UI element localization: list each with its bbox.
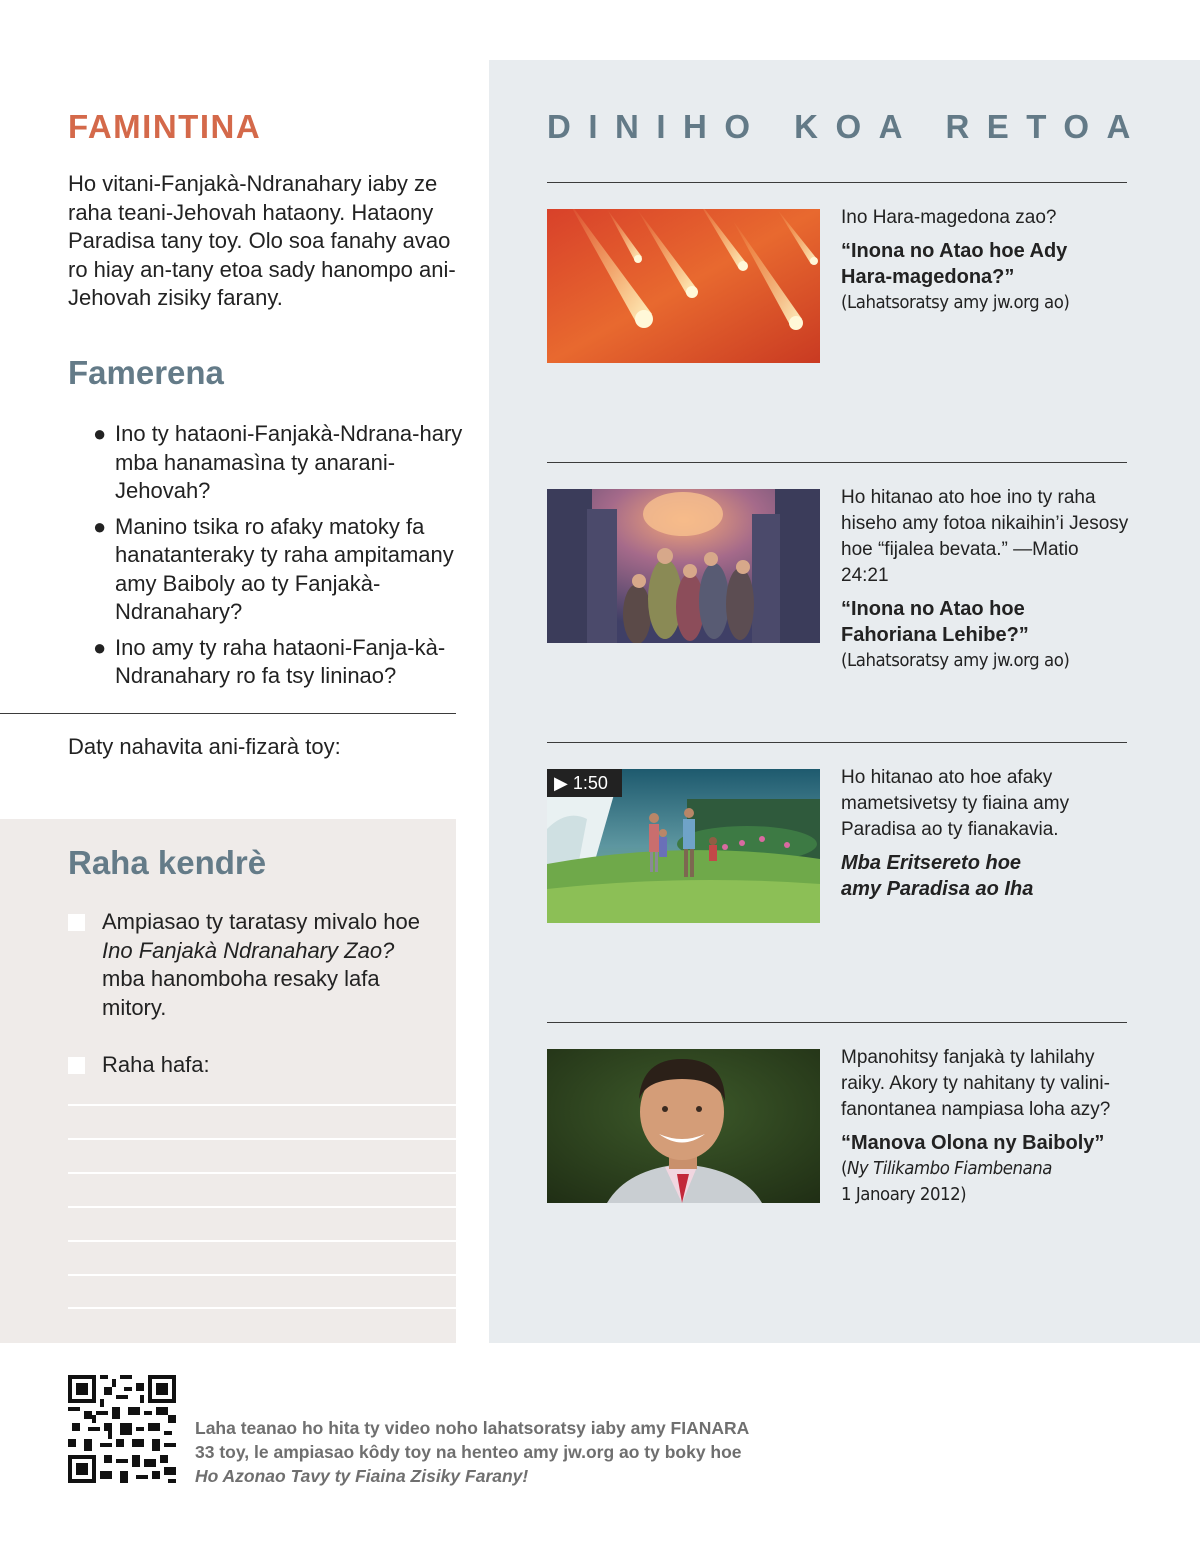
meteors-image[interactable]: [547, 209, 820, 363]
write-in-line[interactable]: [68, 1138, 456, 1140]
entry-question: Ho hitanao ato hoe ino ty raha hiseho amy fotoa nikaihin’i Jesosy hoe “fijalea bevata.” —Matio 24:21: [841, 487, 1129, 586]
paradise-family-image[interactable]: [547, 769, 820, 923]
entry-text: [841, 485, 1131, 674]
footer-note: Laha teanao ho hita ty video noho lahatsoratsy iaby amy FIANARA 33 toy, le ampiasao kôdy toy na henteo amy jw.org ao ty boky hoe Ho Azonao Tavy ty Fiaina Zisiky Farany!: [195, 1418, 749, 1486]
review-item: [93, 634, 463, 691]
review-item-text: Ino amy ty raha hataoni-Fanja-kà-Ndranahary ro fa tsy lininao?: [115, 634, 446, 688]
entry-text: [841, 765, 1131, 902]
write-in-line[interactable]: [68, 1307, 456, 1309]
checkbox[interactable]: [68, 914, 85, 931]
entry-link-title[interactable]: “Inona no Atao hoe Fahoriana Lehibe?”: [841, 598, 1029, 646]
completion-date-label: Daty nahavita ani-fizarà toy:: [68, 734, 341, 759]
entry-link-title[interactable]: “Manova Olona ny Baiboly”: [841, 1132, 1105, 1154]
review-item-text: Ino ty hataoni-Fanjakà-Ndrana-hary mba hanamasìna ty anarani-Jehovah?: [115, 421, 463, 503]
further-study-title: DINIHO KOA RETOA: [547, 108, 1148, 145]
entry-question: Ino Hara-magedona zao?: [841, 207, 1057, 228]
bullet-icon: ●: [93, 513, 107, 539]
entry-divider: [547, 742, 1127, 743]
entry-question: Ho hitanao ato hoe afaky mametsivetsy ty fiaina amy Paradisa ao ty fianakavia.: [841, 767, 1070, 840]
entry-link-title[interactable]: Mba Eritsereto hoe amy Paradisa ao Iha: [841, 852, 1034, 900]
man-portrait-image[interactable]: [547, 1049, 820, 1203]
challenge-box: [0, 819, 456, 1343]
entry-source: (Lahatsoratsy amy jw.org ao): [841, 292, 1070, 313]
review-list: [93, 420, 463, 698]
entry-divider: [547, 1022, 1127, 1023]
review-item: [93, 420, 463, 506]
write-in-line[interactable]: [68, 1206, 456, 1208]
entry-source: (Lahatsoratsy amy jw.org ao): [841, 650, 1070, 671]
review-title: Famerena: [68, 354, 224, 391]
review-item-text: Manino tsika ro afaky matoky fa hanatanteraky ty raha ampitamany amy Baiboly ao ty Fanjakà-Ndranahary?: [115, 513, 454, 624]
qr-code-icon[interactable]: [68, 1375, 176, 1483]
entry-link-title[interactable]: “Inona no Atao hoe Ady Hara-magedona?”: [841, 240, 1068, 288]
write-in-line[interactable]: [68, 1172, 456, 1174]
entry-text: [841, 205, 1131, 316]
checkbox[interactable]: [68, 1057, 85, 1074]
review-item: [93, 513, 463, 627]
write-in-line[interactable]: [68, 1104, 456, 1106]
section-divider: [0, 713, 456, 714]
challenge-title: Raha kendrè: [68, 844, 267, 881]
challenge-item-text: Ampiasao ty taratasy mivalo hoe Ino Fanjakà Ndranahary Zao? mba hanomboha resaky lafa mitory.: [102, 909, 420, 1020]
entry-source-title: Ny Tilikambo Fiambenana: [847, 1158, 1052, 1179]
write-in-line[interactable]: [68, 1240, 456, 1242]
challenge-item-text: Raha hafa:: [102, 1052, 210, 1077]
bullet-icon: ●: [93, 421, 107, 446]
challenge-item: [68, 1051, 432, 1080]
entry-divider: [547, 182, 1127, 183]
play-icon: ▶: [554, 773, 568, 793]
entry-source-date: 1 Janoary 2012): [841, 1184, 967, 1205]
video-duration: 1:50: [572, 773, 608, 793]
challenge-item: [68, 908, 432, 1022]
entry-source: (Ny Tilikambo Fiambenana: [841, 1158, 1052, 1179]
family-city-image[interactable]: [547, 489, 820, 643]
summary-title: FAMINTINA: [68, 108, 262, 145]
write-in-line[interactable]: [68, 1274, 456, 1276]
entry-text: [841, 1045, 1131, 1208]
video-duration-badge: [547, 769, 622, 797]
entry-question: Mpanohitsy fanjakà ty lahilahy raiky. Akory ty nahitany ty valini-fanontanea nampiasa loha azy?: [841, 1047, 1111, 1120]
entry-divider: [547, 462, 1127, 463]
summary-text: Ho vitani-Fanjakà-Ndranahary iaby ze raha teani-Jehovah hataony. Hataony Paradisa tany toy. Olo soa fanahy avao ro hiay an-tany etoa sady hanompo ani-Jehovah zisiky farany.: [68, 171, 456, 310]
bullet-icon: ●: [93, 634, 107, 660]
